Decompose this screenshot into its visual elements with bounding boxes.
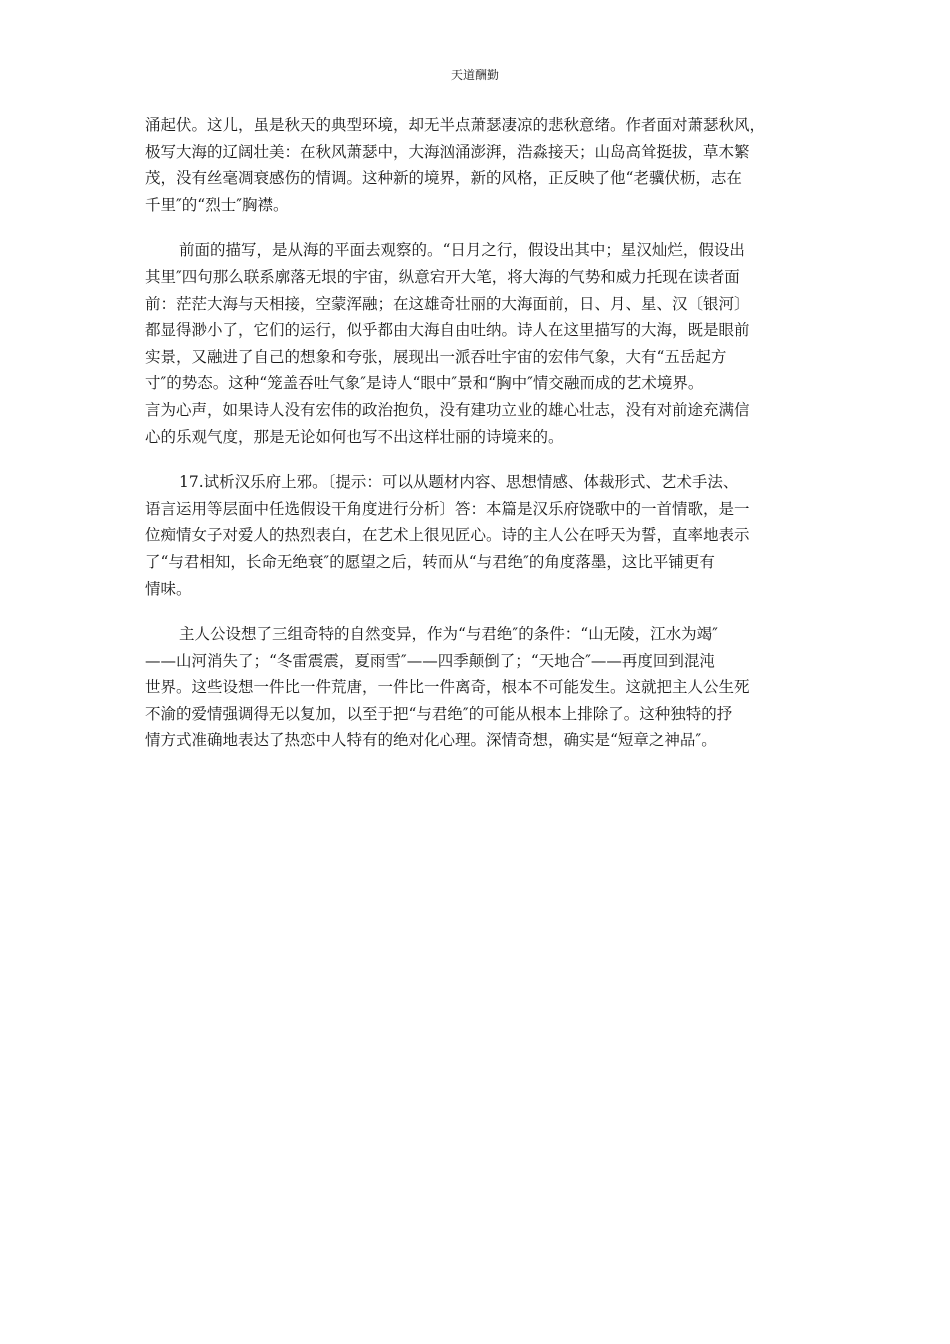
text-line: 情方式准确地表达了热恋中人特有的绝对化心理。深情奇想，确实是“短章之神品″。 <box>145 731 717 750</box>
text-line: 千里″的“烈士″胸襟。 <box>145 195 289 214</box>
text-line: 极写大海的辽阔壮美：在秋风萧瑟中，大海汹涌澎湃，浩淼接天；山岛高耸挺拔，草木繁 <box>145 142 750 161</box>
text-line: 情味。 <box>145 579 192 598</box>
text-line: 不渝的爱情强调得无以复加，以至于把“与君绝″的可能从根本上排除了。这种独特的抒 <box>145 704 733 723</box>
text-line: 其里″四句那么联系廓落无垠的宇宙，纵意宕开大笔，将大海的气势和威力托现在读者面 <box>145 267 740 286</box>
paragraph-4 <box>145 621 807 754</box>
text-line: 都显得渺小了，它们的运行，似乎都由大海自由吐纳。诗人在这里描写的大海，既是眼前 <box>145 321 750 340</box>
text-line: 涌起伏。这儿，虽是秋天的典型环境，却无半点萧瑟凄凉的悲秋意绪。作者面对萧瑟秋风， <box>145 116 766 134</box>
text-line: ——山河消失了；“冬雷震震，夏雨雪″——四季颠倒了；“天地合″——再度回到混沌 <box>145 651 715 670</box>
paragraph-3 <box>145 469 807 602</box>
text-line: 前面的描写，是从海的平面去观察的。“日月之行，假设出其中；星汉灿烂，假设出 <box>179 241 745 260</box>
text-line: 17.试析汉乐府上邪。〔提示：可以从题材内容、思想情感、体裁形式、艺术手法、 <box>179 473 739 492</box>
text-line: 心的乐观气度，那是无论如何也写不出这样壮丽的诗境来的。 <box>145 427 564 446</box>
text-line: 寸″的势态。这种“笼盖吞吐气象″是诗人“眼中″景和“胸中″情交融而成的艺术境界。 <box>145 374 704 393</box>
paragraph-2 <box>145 237 807 450</box>
document-body <box>145 112 807 773</box>
text-line: 世界。这些设想一件比一件荒唐，一件比一件离奇，根本不可能发生。这就把主人公生死 <box>145 678 750 697</box>
text-line: 实景，又融进了自己的想象和夸张，展现出一派吞吐宇宙的宏伟气象，大有“五岳起方 <box>145 347 727 366</box>
text-line: 了“与君相知，长命无绝衰″的愿望之后，转而从“与君绝″的角度落墨，这比平铺更有 <box>145 552 715 571</box>
text-line: 前：茫茫大海与天相接，空蒙浑融；在这雄奇壮丽的大海面前，日、月、星、汉〔银河〕 <box>145 294 750 313</box>
paragraph-1 <box>145 112 807 218</box>
text-line: 言为心声，如果诗人没有宏伟的政治抱负，没有建功立业的雄心壮志，没有对前途充满信 <box>145 400 750 419</box>
text-line: 位痴情女子对爱人的热烈表白，在艺术上很见匠心。诗的主人公在呼天为誓，直率地表示 <box>145 526 750 545</box>
text-line: 语言运用等层面中任选假设干角度进行分析〕答：本篇是汉乐府饶歌中的一首情歌，是一 <box>145 499 750 518</box>
page-header: 天道酬勤 <box>450 68 499 82</box>
text-line: 茂，没有丝毫凋衰感伤的情调。这种新的境界，新的风格，正反映了他“老骥伏枥，志在 <box>145 169 742 188</box>
text-line: 主人公设想了三组奇特的自然变异，作为“与君绝″的条件：“山无陵，江水为竭″ <box>179 625 718 644</box>
